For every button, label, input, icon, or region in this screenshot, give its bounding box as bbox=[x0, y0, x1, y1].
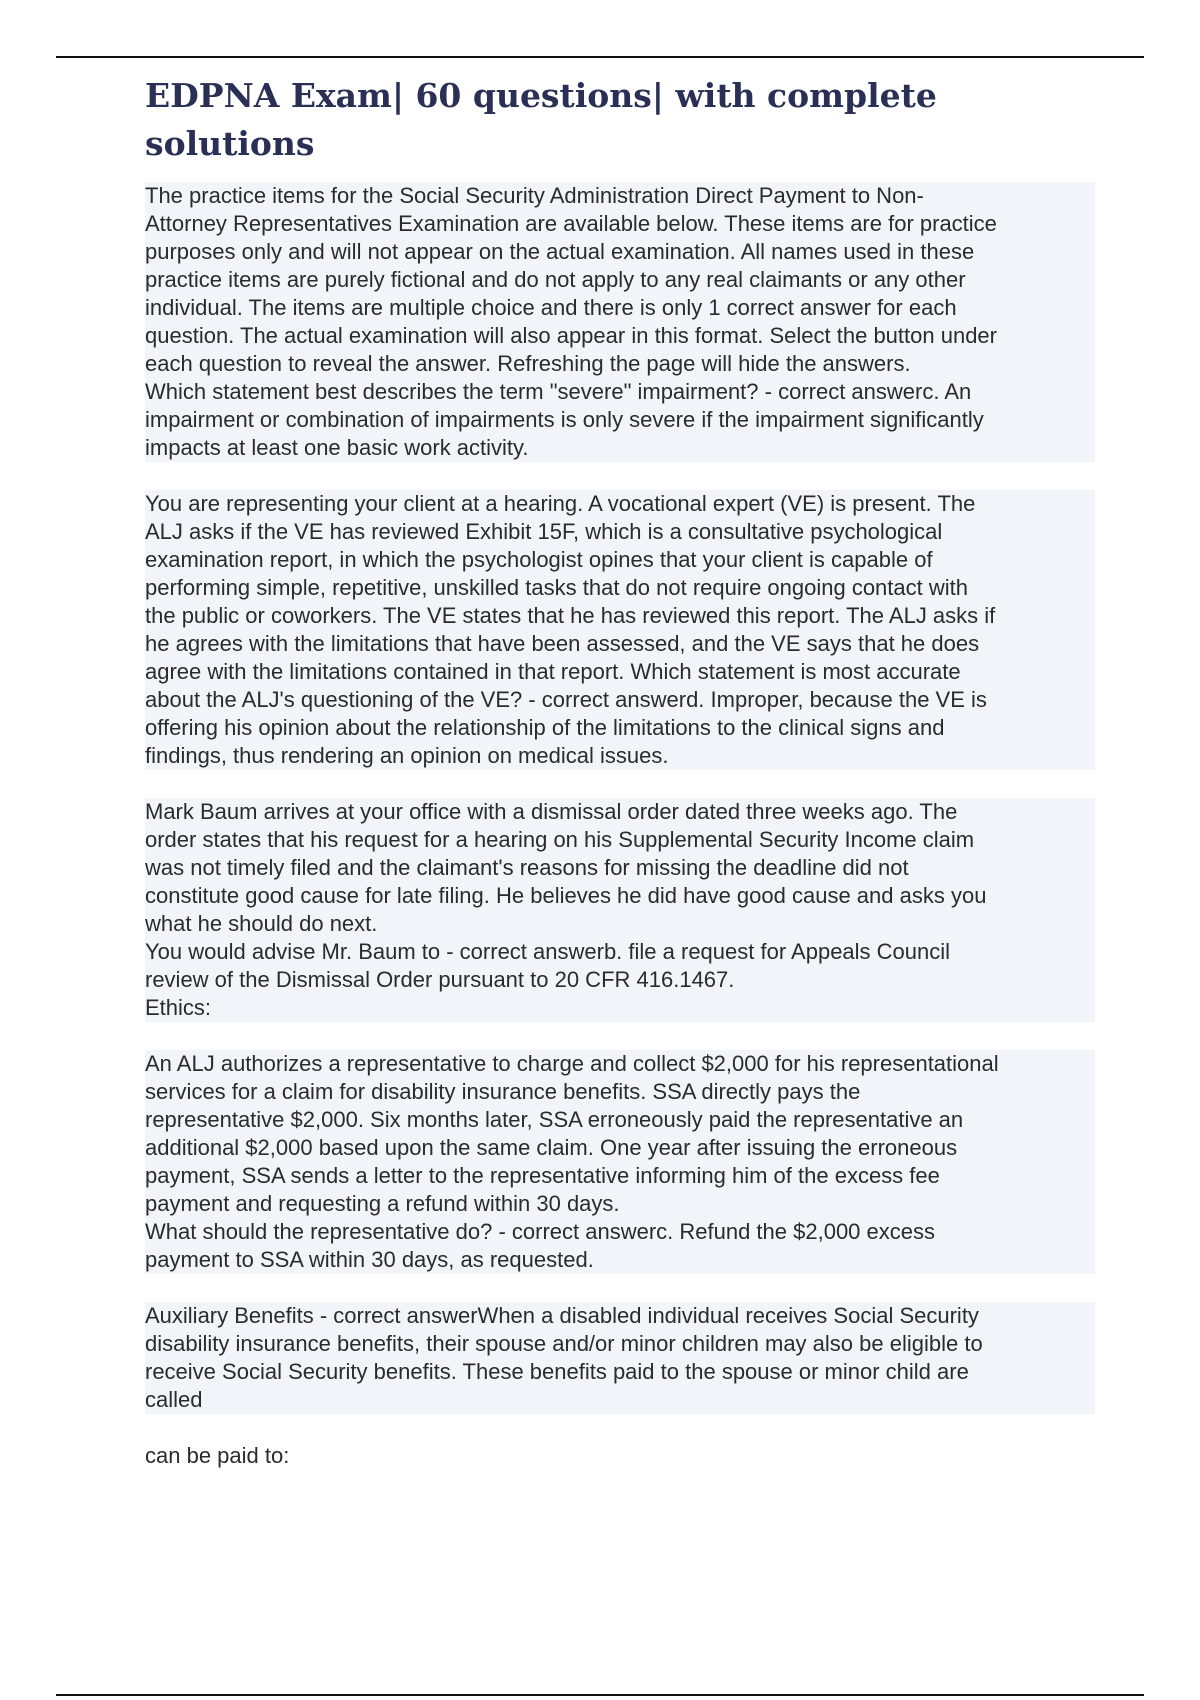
text-line: Mark Baum arrives at your office with a dismissal order dated three weeks ago. The bbox=[145, 798, 1095, 826]
text-line: An ALJ authorizes a representative to charge and collect $2,000 for his representational bbox=[145, 1050, 1095, 1078]
paragraph bbox=[145, 490, 1095, 770]
text-line: What should the representative do? - correct answerc. Refund the $2,000 excess bbox=[145, 1218, 1095, 1246]
text-line: ALJ asks if the VE has reviewed Exhibit 15F, which is a consultative psychological bbox=[145, 518, 1095, 546]
text-line: payment, SSA sends a letter to the representative informing him of the excess fee bbox=[145, 1162, 1095, 1190]
text-line: Auxiliary Benefits - correct answerWhen a disabled individual receives Social Security bbox=[145, 1302, 1095, 1330]
text-line: You are representing your client at a hearing. A vocational expert (VE) is present. The bbox=[145, 490, 1095, 518]
text-line: Attorney Representatives Examination are available below. These items are for practice bbox=[145, 210, 1095, 238]
text-line: question. The actual examination will also appear in this format. Select the button under bbox=[145, 322, 1095, 350]
paragraphs bbox=[145, 182, 1095, 1470]
text-line: You would advise Mr. Baum to - correct answerb. file a request for Appeals Council bbox=[145, 938, 1095, 966]
text-line: what he should do next. bbox=[145, 910, 1095, 938]
bottom-rule bbox=[56, 1694, 1144, 1696]
paragraph bbox=[145, 1442, 1095, 1470]
text-line: he agrees with the limitations that have been assessed, and the VE says that he does bbox=[145, 630, 1095, 658]
text-line: can be paid to: bbox=[145, 1443, 290, 1468]
text-line: order states that his request for a hearing on his Supplemental Security Income claim bbox=[145, 826, 1095, 854]
text-line: called bbox=[145, 1386, 1095, 1414]
text-line: the public or coworkers. The VE states that he has reviewed this report. The ALJ asks if bbox=[145, 602, 1095, 630]
text-line: individual. The items are multiple choice and there is only 1 correct answer for each bbox=[145, 294, 1095, 322]
text-line: examination report, in which the psychologist opines that your client is capable of bbox=[145, 546, 1095, 574]
top-rule bbox=[56, 56, 1144, 58]
paragraph bbox=[145, 182, 1095, 462]
text-line: constitute good cause for late filing. He believes he did have good cause and asks you bbox=[145, 882, 1095, 910]
text-line: Which statement best describes the term "severe" impairment? - correct answerc. An bbox=[145, 378, 1095, 406]
text-line: review of the Dismissal Order pursuant to 20 CFR 416.1467. bbox=[145, 966, 1095, 994]
text-line: disability insurance benefits, their spouse and/or minor children may also be eligible to bbox=[145, 1330, 1095, 1358]
text-line: Ethics: bbox=[145, 994, 1095, 1022]
text-line: purposes only and will not appear on the actual examination. All names used in these bbox=[145, 238, 1095, 266]
paragraph bbox=[145, 1050, 1095, 1274]
text-line: additional $2,000 based upon the same claim. One year after issuing the erroneous bbox=[145, 1134, 1095, 1162]
document-title: EDPNA Exam| 60 questions| with complete solutions bbox=[145, 76, 937, 163]
text-line: impairment or combination of impairments is only severe if the impairment significantly bbox=[145, 406, 1095, 434]
text-line: payment to SSA within 30 days, as requested. bbox=[145, 1246, 1095, 1274]
text-line: payment and requesting a refund within 30 days. bbox=[145, 1190, 1095, 1218]
text-line: representative $2,000. Six months later, SSA erroneously paid the representative an bbox=[145, 1106, 1095, 1134]
paragraph bbox=[145, 798, 1095, 1022]
text-line: findings, thus rendering an opinion on medical issues. bbox=[145, 742, 1095, 770]
text-line: impacts at least one basic work activity. bbox=[145, 434, 1095, 462]
document-body bbox=[145, 72, 1095, 1498]
text-line: was not timely filed and the claimant's reasons for missing the deadline did not bbox=[145, 854, 1095, 882]
text-line: practice items are purely fictional and do not apply to any real claimants or any other bbox=[145, 266, 1095, 294]
text-line: offering his opinion about the relationship of the limitations to the clinical signs and bbox=[145, 714, 1095, 742]
text-line: receive Social Security benefits. These benefits paid to the spouse or minor child are bbox=[145, 1358, 1095, 1386]
text-line: services for a claim for disability insurance benefits. SSA directly pays the bbox=[145, 1078, 1095, 1106]
text-line: The practice items for the Social Security Administration Direct Payment to Non- bbox=[145, 182, 1095, 210]
text-line: agree with the limitations contained in that report. Which statement is most accurate bbox=[145, 658, 1095, 686]
paragraph bbox=[145, 1302, 1095, 1414]
text-line: each question to reveal the answer. Refreshing the page will hide the answers. bbox=[145, 350, 1095, 378]
text-line: performing simple, repetitive, unskilled tasks that do not require ongoing contact with bbox=[145, 574, 1095, 602]
text-line: about the ALJ's questioning of the VE? - correct answerd. Improper, because the VE is bbox=[145, 686, 1095, 714]
